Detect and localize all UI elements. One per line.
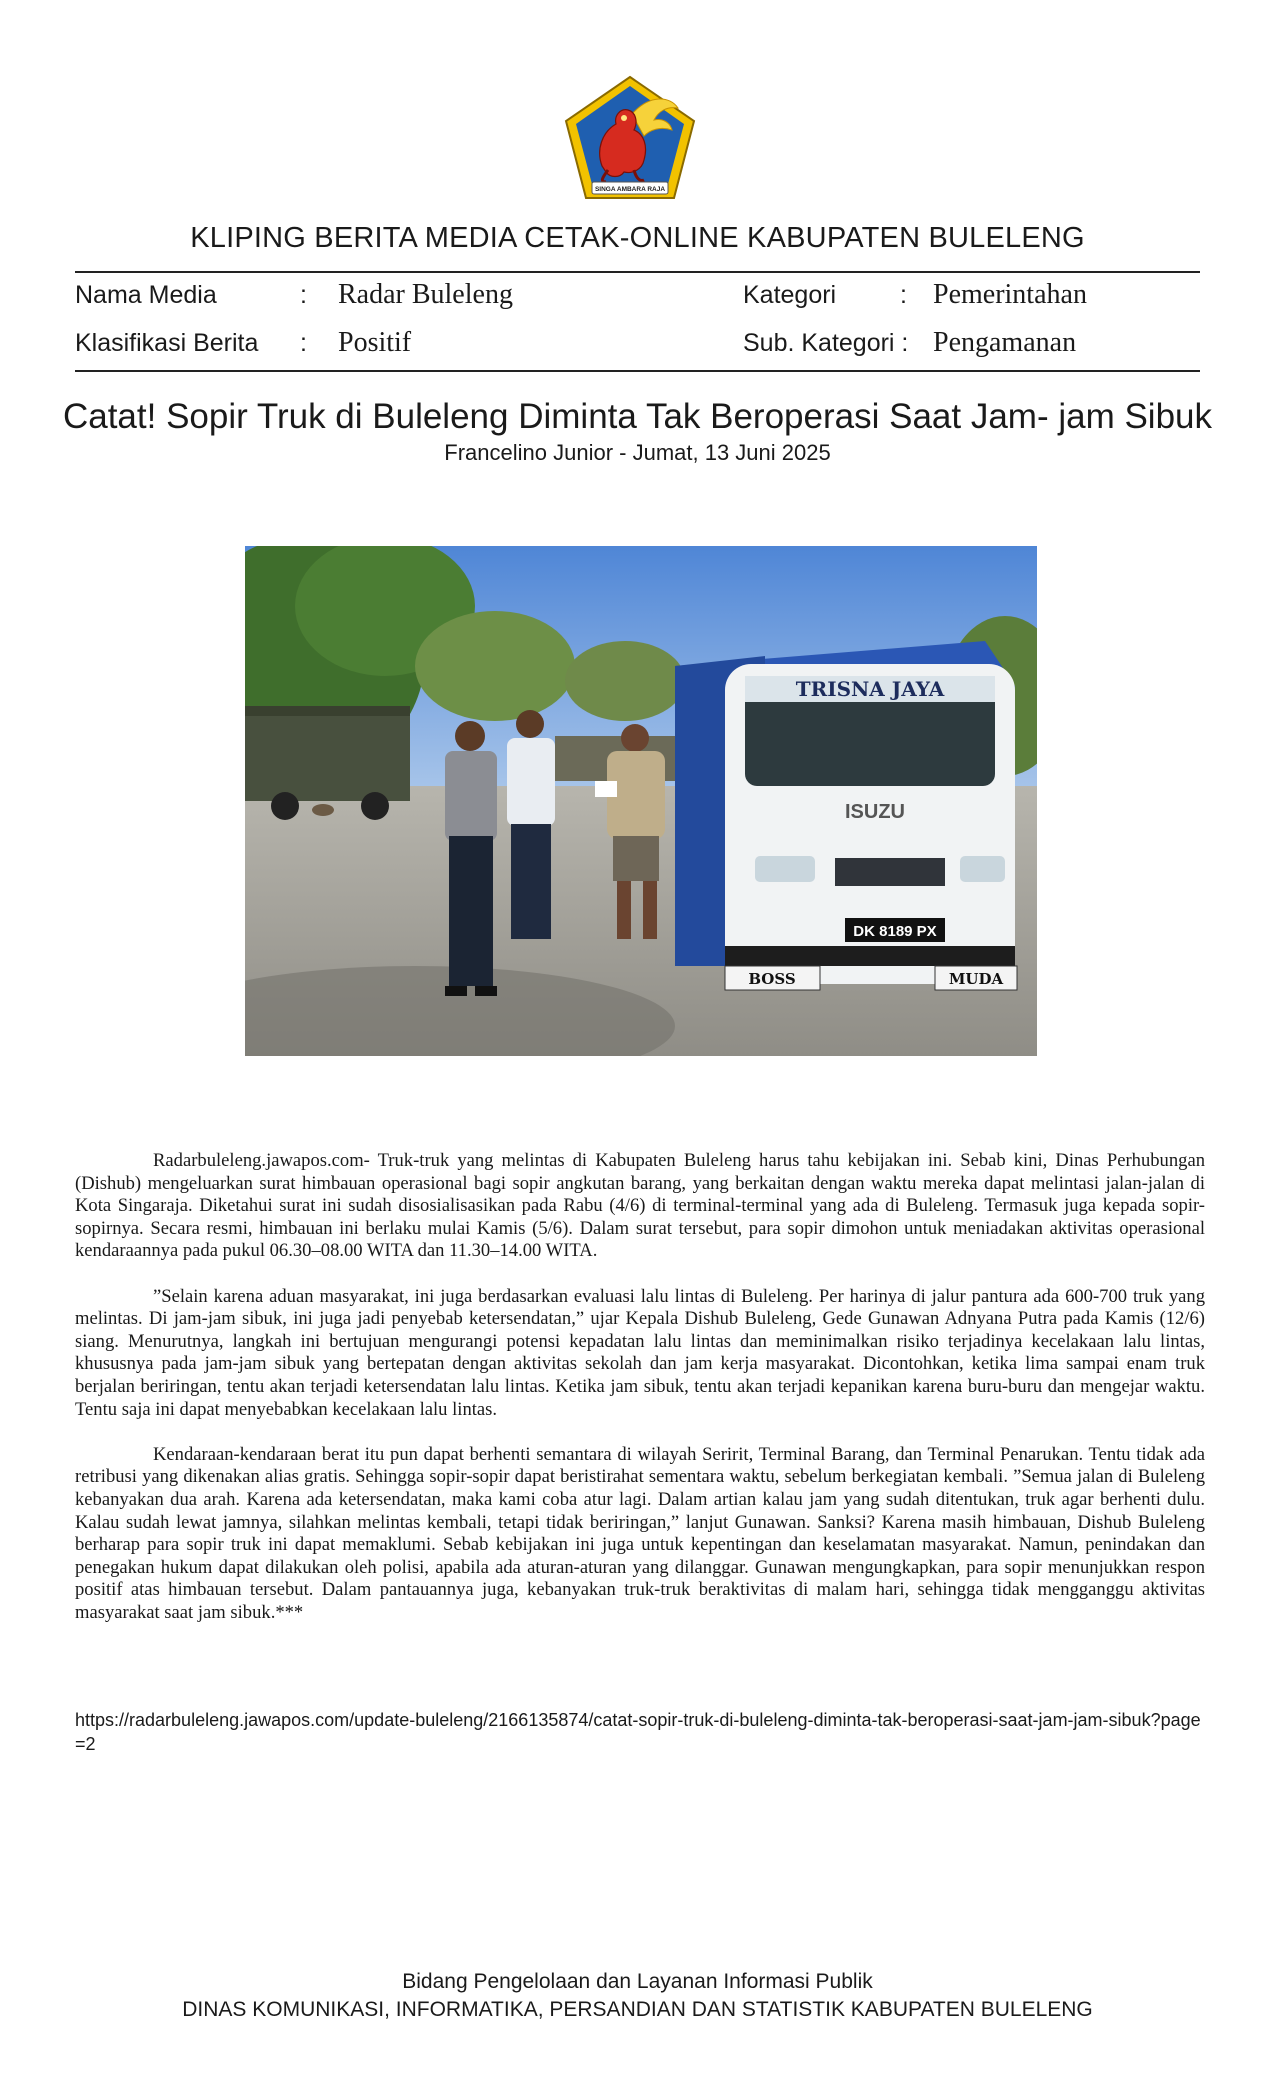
license-plate: DK 8189 PX [853, 923, 937, 940]
truck-brand-text: ISUZU [845, 801, 905, 823]
buleleng-regency-logo [562, 74, 698, 202]
footer [75, 1968, 1200, 2024]
mudflap-left-text: BOSS [748, 970, 796, 988]
kategori-label: Kategori [743, 281, 837, 309]
article-photo [245, 546, 1037, 1056]
colon: : [900, 281, 907, 309]
klasifikasi-label: Klasifikasi Berita [75, 329, 259, 357]
article-paragraph: Kendaraan-kendaraan berat itu pun dapat berhenti semantara di wilayah Seririt, Terminal Barang, dan Terminal Penarukan. Tentu tidak ada retribusi yang dikenakan alias gratis. Sehingga sopir-sopir dapat beristirahat sementara waktu, sebelum berkegiatan kembali. ”Semua jalan di Buleleng kebanyakan dua arah. Karena ada ketersendatan, maka kami coba atur lagi. Dalam artian kalau jam yang sudah ditentukan, truk agar berhenti dulu. Kalau sudah lewat jamnya, silahkan melintas kembali, tetapi tidak beriringan,” lanjut Gunawan. Sanksi? Karena masih himbauan, Dishub Buleleng berharap para sopir truk ini dapat memaklumi. Sebab kebijakan ini juga untuk kepentingan dan keselamatan masyarakat. Namun, penindakan dan penegakan hukum dapat dilakukan oleh polisi, apabila ada aturan-aturan yang dilanggar. Gunawan mengungkapkan, para sopir menunjukkan respon positif atas himbauan tersebut. Dalam pantauannya juga, kebanyakan truk-truk beraktivitas di malam hari, sehingga tidak mengganggu aktivitas masyarakat saat jam sibuk.*** [75, 1443, 1205, 1623]
truck-banner-text: TRISNA JAYA [795, 677, 945, 701]
article-byline: Francelino Junior - Jumat, 13 Juni 2025 [444, 440, 831, 465]
clipping-header-title: KLIPING BERITA MEDIA CETAK-ONLINE KABUPATEN BULELENG [190, 222, 1085, 254]
top-divider [75, 271, 1200, 273]
article-body [75, 1150, 1205, 1647]
kategori-value: Pemerintahan [933, 279, 1087, 310]
bottom-divider [75, 370, 1200, 372]
article-title: Catat! Sopir Truk di Buleleng Diminta Tak Beroperasi Saat Jam- jam Sibuk [62, 397, 1213, 436]
logo-motto: SINGA AMBARA RAJA [594, 186, 666, 193]
subkategori-value: Pengamanan [933, 327, 1077, 358]
colon: : [300, 281, 307, 309]
klasifikasi-value: Positif [338, 327, 412, 358]
source-url[interactable]: https://radarbuleleng.jawapos.com/update-buleleng/2166135874/catat-sopir-truk-di-buleleng-diminta-tak-beroperasi-saat-jam-jam-sibuk?page=2 [75, 1710, 1201, 1754]
nama-media-label: Nama Media [75, 281, 217, 309]
footer-line-2: DINAS KOMUNIKASI, INFORMATIKA, PERSANDIAN DAN STATISTIK KABUPATEN BULELENG [182, 1998, 1093, 2021]
subkategori-label: Sub. Kategori : [743, 329, 909, 357]
nama-media-value: Radar Buleleng [338, 279, 513, 310]
mudflap-right-text: MUDA [948, 970, 1004, 988]
footer-line-1: Bidang Pengelolaan dan Layanan Informasi Publik [402, 1970, 873, 1993]
article-paragraph: ”Selain karena aduan masyarakat, ini juga berdasarkan evaluasi lalu lintas di Buleleng. Per harinya di jalur pantura ada 600-700 truk yang melintas. Di jam-jam sibuk, ini juga jadi penyebab ketersendatan,” ujar Kepala Dishub Buleleng, Gede Gunawan Adnyana Putra pada Kamis (12/6) siang. Menurutnya, langkah ini bertujuan mengurangi potensi kepadatan lalu lintas dan meminimalkan risiko terjadinya kecelakaan lalu lintas, khususnya pada jam-jam sibuk yang bertepatan dengan aktivitas sekolah dan jam kerja masyarakat. Dicontohkan, ketika lima sampai enam truk berjalan beriringan, tentu akan terjadi ketersendatan lalu lintas. Ketika jam sibuk, tentu akan terjadi kepanikan karena buru-buru dan mengejar waktu. Tentu saja ini dapat menyebabkan kecelakaan lalu lintas. [75, 1285, 1205, 1420]
article-paragraph: Radarbuleleng.jawapos.com- Truk-truk yang melintas di Kabupaten Buleleng harus tahu kebijakan ini. Sebab kini, Dinas Perhubungan (Dishub) mengeluarkan surat himbauan operasional bagi sopir angkutan barang, yang berkaitan dengan waktu mereka dapat melintasi jalan-jalan di Kota Singaraja. Diketahui surat ini sudah disosialisasikan pada Rabu (4/6) di terminal-terminal yang ada di Buleleng. Termasuk juga kepada sopir-sopirnya. Secara resmi, himbauan ini berlaku mulai Kamis (5/6). Dalam surat tersebut, para sopir dimohon untuk meniadakan aktivitas operasional kendaraannya pada pukul 06.30–08.00 WITA dan 11.30–14.00 WITA. [75, 1150, 1205, 1262]
colon: : [300, 329, 307, 357]
